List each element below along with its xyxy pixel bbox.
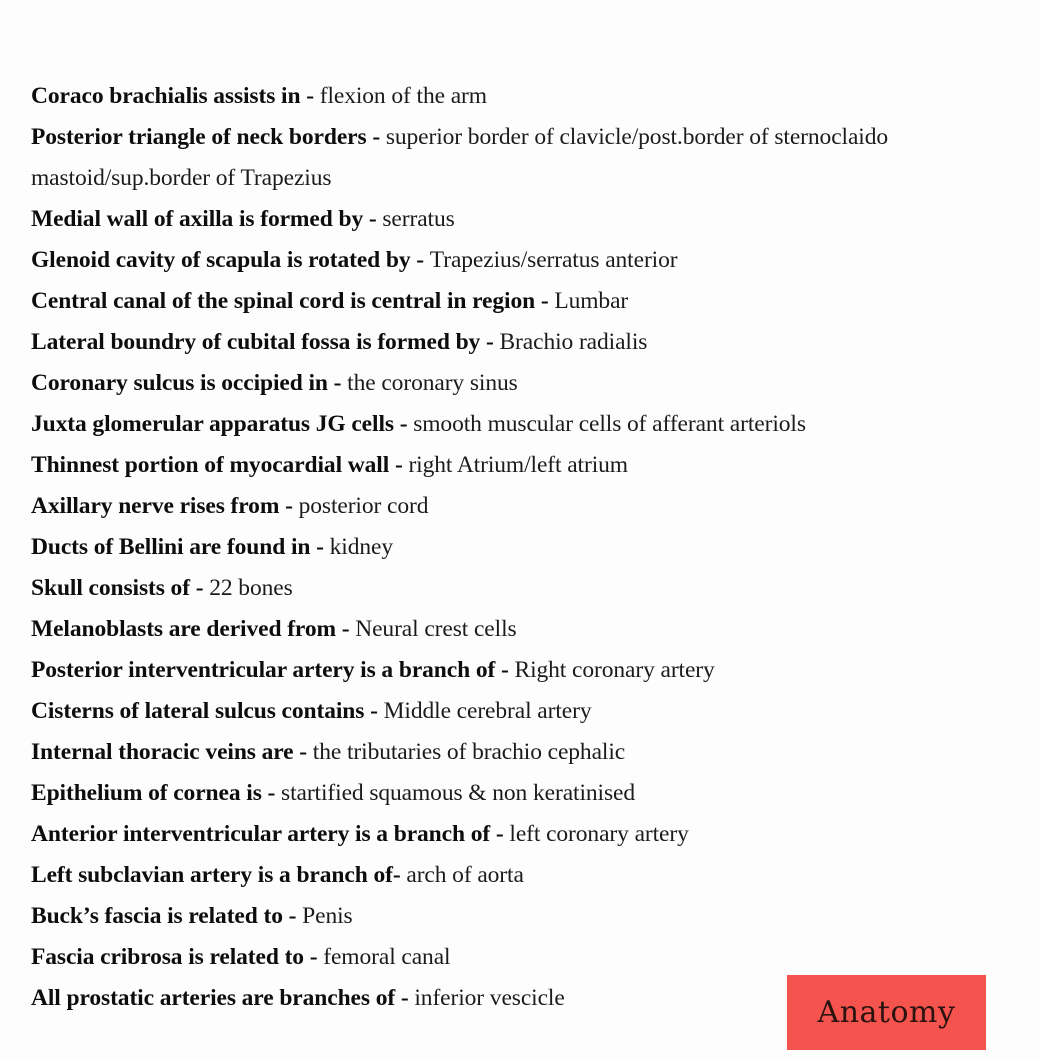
note-line — [31, 568, 936, 609]
note-answer: femoral canal — [323, 944, 451, 970]
note-term: Cisterns of lateral sulcus contains — [31, 698, 365, 724]
note-term: Glenoid cavity of scapula is rotated by — [31, 247, 411, 273]
note-line — [31, 896, 936, 937]
note-term: Central canal of the spinal cord is central in region — [31, 288, 536, 314]
note-separator: - — [300, 83, 320, 109]
note-line — [31, 76, 936, 117]
note-answer: right Atrium/left atrium — [408, 452, 628, 478]
note-answer: flexion of the arm — [319, 83, 487, 109]
note-answer: serratus — [382, 206, 455, 232]
note-answer: Middle cerebral artery — [383, 698, 592, 724]
note-separator: - — [189, 575, 210, 601]
note-separator: - — [392, 862, 407, 888]
note-line — [31, 609, 936, 650]
note-separator: - — [303, 944, 324, 970]
note-answer: Neural crest cells — [355, 616, 517, 642]
note-line — [31, 281, 936, 322]
note-line — [31, 650, 936, 691]
note-term: Coraco brachialis assists in — [31, 83, 301, 109]
note-answer: Right coronary artery — [514, 657, 715, 683]
note-line — [31, 322, 936, 363]
note-term: All prostatic arteries are branches of — [31, 985, 396, 1011]
note-answer: Penis — [302, 903, 353, 929]
note-answer: Brachio radialis — [499, 329, 648, 355]
note-answer: Lumbar — [554, 288, 629, 314]
note-separator: - — [364, 698, 384, 724]
note-separator: - — [490, 821, 510, 847]
note-separator: - — [279, 493, 299, 519]
anatomy-notes-list — [31, 76, 936, 1019]
note-line — [31, 117, 936, 199]
note-term: Anterior interventricular artery is a branch of — [31, 821, 491, 847]
note-answer: startified squamous & non keratinised — [281, 780, 635, 806]
note-answer: left coronary artery — [509, 821, 689, 847]
note-term: Posterior interventricular artery is a branch of — [31, 657, 496, 683]
note-term: Thinnest portion of myocardial wall — [31, 452, 390, 478]
note-separator: - — [335, 616, 356, 642]
subject-badge — [787, 975, 986, 1050]
note-separator: - — [389, 452, 409, 478]
note-term: Axillary nerve rises from — [31, 493, 280, 519]
note-separator: - — [395, 985, 415, 1011]
note-line — [31, 445, 936, 486]
note-term: Posterior triangle of neck borders — [31, 124, 367, 150]
note-line — [31, 240, 936, 281]
note-line — [31, 855, 936, 896]
note-separator: - — [363, 206, 383, 232]
note-term: Skull consists of — [31, 575, 190, 601]
note-separator: - — [393, 411, 414, 437]
note-term: Coronary sulcus is occipied in — [31, 370, 328, 396]
note-answer: 22 bones — [209, 575, 293, 601]
note-term: Epithelium of cornea is — [31, 780, 262, 806]
note-line — [31, 363, 936, 404]
note-separator: - — [495, 657, 515, 683]
note-answer: superior border of clavicle/post.border of sternoclaido mastoid/sup.border of Trapezius — [31, 124, 889, 191]
note-line — [31, 486, 936, 527]
note-answer: kidney — [329, 534, 394, 560]
note-term: Melanoblasts are derived from — [31, 616, 336, 642]
note-answer: inferior vescicle — [414, 985, 565, 1011]
note-term: Internal thoracic veins are — [31, 739, 294, 765]
note-line — [31, 773, 936, 814]
note-separator: - — [366, 124, 386, 150]
note-separator: - — [293, 739, 313, 765]
note-term: Lateral boundry of cubital fossa is formed by — [31, 329, 481, 355]
note-line — [31, 732, 936, 773]
note-answer: Trapezius/serratus anterior — [429, 247, 678, 273]
note-separator: - — [310, 534, 330, 560]
note-line — [31, 691, 936, 732]
note-term: Buck’s fascia is related to — [31, 903, 283, 929]
note-line — [31, 199, 936, 240]
note-line — [31, 527, 936, 568]
note-separator: - — [480, 329, 500, 355]
subject-badge-label: Anatomy — [817, 994, 956, 1030]
note-separator: - — [535, 288, 555, 314]
note-answer: the coronary sinus — [347, 370, 518, 396]
note-answer: posterior cord — [298, 493, 429, 519]
note-term: Medial wall of axilla is formed by — [31, 206, 364, 232]
note-separator: - — [261, 780, 282, 806]
note-term: Fascia cribrosa is related to — [31, 944, 304, 970]
note-term: Left subclavian artery is a branch of — [31, 862, 393, 888]
note-answer: smooth muscular cells of afferant arteriols — [413, 411, 806, 437]
note-line — [31, 404, 936, 445]
note-term: Ducts of Bellini are found in — [31, 534, 311, 560]
note-answer: the tributaries of brachio cephalic — [312, 739, 626, 765]
note-separator: - — [282, 903, 303, 929]
note-line — [31, 937, 936, 978]
note-separator: - — [410, 247, 430, 273]
note-line — [31, 814, 936, 855]
note-separator: - — [327, 370, 348, 396]
note-answer: arch of aorta — [406, 862, 524, 888]
note-term: Juxta glomerular apparatus JG cells — [31, 411, 394, 437]
